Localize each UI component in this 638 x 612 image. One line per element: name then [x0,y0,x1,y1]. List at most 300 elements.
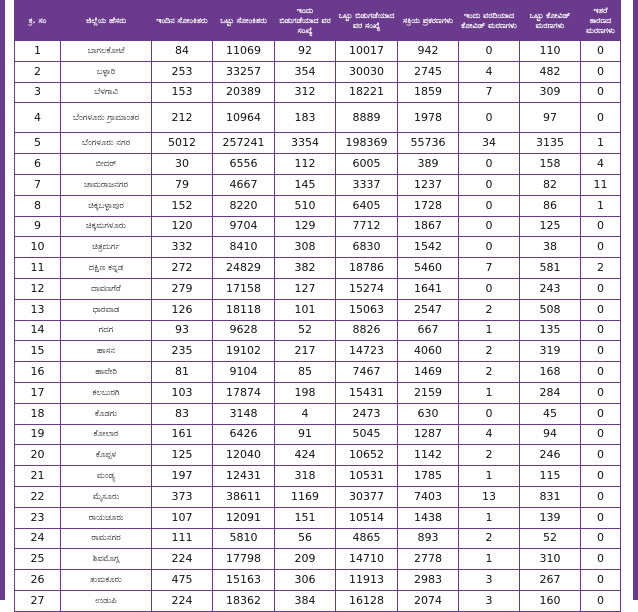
cell-district: ಗದಗ [61,320,152,341]
cell-other-deaths: 0 [581,41,621,62]
cell-total-cases: 18362 [213,590,275,611]
cell-sl: 1 [15,41,61,62]
cell-deaths-total: 309 [520,82,581,103]
cell-other-deaths: 0 [581,103,621,133]
cell-deaths-today: 34 [459,133,520,154]
cell-today-cases: 197 [152,466,213,487]
cell-other-deaths: 0 [581,507,621,528]
cell-district: ಬಳ್ಳಾರಿ [61,61,152,82]
cell-active: 55736 [398,133,459,154]
cell-total-cases: 257241 [213,133,275,154]
cell-active: 2983 [398,570,459,591]
cell-today-cases: 224 [152,549,213,570]
cell-discharged-today: 151 [275,507,336,528]
cell-sl: 18 [15,403,61,424]
cell-sl: 22 [15,486,61,507]
cell-deaths-today: 2 [459,528,520,549]
cell-deaths-today: 1 [459,466,520,487]
cell-total-cases: 33257 [213,61,275,82]
cell-sl: 11 [15,258,61,279]
cell-discharged-total: 4865 [336,528,398,549]
cell-discharged-total: 6830 [336,237,398,258]
cell-today-cases: 161 [152,424,213,445]
cell-deaths-total: 125 [520,216,581,237]
cell-total-cases: 9704 [213,216,275,237]
cell-today-cases: 79 [152,174,213,195]
cell-district: ಚಾಮರಾಜನಗರ [61,174,152,195]
cell-deaths-today: 2 [459,445,520,466]
cell-district: ಬೆಂಗಳೂರು ನಗರ [61,133,152,154]
cell-deaths-today: 3 [459,570,520,591]
table-row [15,466,621,487]
cell-total-cases: 9628 [213,320,275,341]
cell-today-cases: 279 [152,278,213,299]
cell-discharged-today: 145 [275,174,336,195]
cell-discharged-today: 308 [275,237,336,258]
cell-other-deaths: 0 [581,466,621,487]
cell-sl: 3 [15,82,61,103]
cell-other-deaths: 0 [581,590,621,611]
cell-district: ಕೋಲಾರ [61,424,152,445]
cell-discharged-total: 8889 [336,103,398,133]
cell-discharged-today: 1169 [275,486,336,507]
cell-other-deaths: 11 [581,174,621,195]
cell-deaths-today: 1 [459,549,520,570]
cell-discharged-today: 183 [275,103,336,133]
table-row [15,507,621,528]
table-header [15,1,621,41]
cell-district: ಕಲಬುರಗಿ [61,382,152,403]
cell-total-cases: 17798 [213,549,275,570]
table-row [15,320,621,341]
cell-discharged-total: 16128 [336,590,398,611]
cell-deaths-total: 110 [520,41,581,62]
cell-discharged-today: 510 [275,195,336,216]
cell-deaths-today: 3 [459,590,520,611]
cell-other-deaths: 0 [581,61,621,82]
cell-sl: 19 [15,424,61,445]
cell-active: 1978 [398,103,459,133]
cell-today-cases: 107 [152,507,213,528]
cell-today-cases: 83 [152,403,213,424]
table-row [15,590,621,611]
cell-active: 1287 [398,424,459,445]
table-row [15,424,621,445]
cell-discharged-today: 354 [275,61,336,82]
table-row [15,195,621,216]
cell-deaths-today: 1 [459,320,520,341]
cell-discharged-today: 424 [275,445,336,466]
cell-district: ಬೆಳಗಾವಿ [61,82,152,103]
cell-sl: 13 [15,299,61,320]
cell-sl: 15 [15,341,61,362]
cell-total-cases: 4667 [213,174,275,195]
cell-deaths-total: 284 [520,382,581,403]
table-row [15,133,621,154]
cell-district: ಚಿಕ್ಕಮಗಳೂರು [61,216,152,237]
cell-discharged-total: 18221 [336,82,398,103]
cell-district: ಶಿವಮೊಗ್ಗ [61,549,152,570]
cell-discharged-total: 15431 [336,382,398,403]
cell-district: ರಾಯಚೂರು [61,507,152,528]
cell-active: 1641 [398,278,459,299]
cell-district: ಕೊಡಗು [61,403,152,424]
cell-total-cases: 10964 [213,103,275,133]
cell-district: ದಾವಣಗೆರೆ [61,278,152,299]
cell-deaths-today: 7 [459,82,520,103]
cell-active: 2745 [398,61,459,82]
cell-today-cases: 373 [152,486,213,507]
cell-deaths-today: 2 [459,341,520,362]
cell-total-cases: 5810 [213,528,275,549]
cell-other-deaths: 1 [581,195,621,216]
cell-discharged-total: 15063 [336,299,398,320]
table-row [15,278,621,299]
cell-district: ಮೈಸೂರು [61,486,152,507]
table-row [15,174,621,195]
cell-active: 1542 [398,237,459,258]
cell-deaths-total: 160 [520,590,581,611]
cell-today-cases: 84 [152,41,213,62]
header-deaths-today: ಇಂದು ವರದಿಯಾದ ಕೋವಿಡ್ ಮರಣಗಳು [459,1,520,41]
cell-today-cases: 126 [152,299,213,320]
cell-deaths-today: 0 [459,195,520,216]
cell-today-cases: 332 [152,237,213,258]
table-row [15,528,621,549]
cell-discharged-total: 10017 [336,41,398,62]
cell-active: 1438 [398,507,459,528]
cell-today-cases: 224 [152,590,213,611]
cell-active: 7403 [398,486,459,507]
header-deaths-total: ಒಟ್ಟು ಕೋವಿಡ್ ಮರಣಗಳು [520,1,581,41]
cell-sl: 25 [15,549,61,570]
cell-sl: 2 [15,61,61,82]
cell-total-cases: 19102 [213,341,275,362]
cell-discharged-total: 3337 [336,174,398,195]
cell-sl: 12 [15,278,61,299]
header-row [15,1,621,41]
cell-discharged-total: 11913 [336,570,398,591]
cell-sl: 23 [15,507,61,528]
cell-today-cases: 253 [152,61,213,82]
cell-discharged-total: 198369 [336,133,398,154]
cell-district: ಮಂಡ್ಯ [61,466,152,487]
cell-other-deaths: 0 [581,237,621,258]
cell-sl: 27 [15,590,61,611]
cell-active: 2159 [398,382,459,403]
cell-deaths-total: 139 [520,507,581,528]
cell-discharged-today: 92 [275,41,336,62]
cell-sl: 4 [15,103,61,133]
cell-active: 4060 [398,341,459,362]
table-row [15,216,621,237]
header-discharged-total: ಒಟ್ಟು ಬಿಡುಗಡೆಯಾದ ವರ ಸಂಖ್ಯೆ [336,1,398,41]
table-row [15,154,621,175]
cell-deaths-today: 4 [459,61,520,82]
cell-district: ಬೆಂಗಳೂರು ಗ್ರಾಮಾಂತರ [61,103,152,133]
table-row [15,570,621,591]
cell-deaths-total: 508 [520,299,581,320]
cell-discharged-total: 6405 [336,195,398,216]
cell-today-cases: 153 [152,82,213,103]
table-row [15,382,621,403]
cell-deaths-total: 135 [520,320,581,341]
cell-deaths-today: 0 [459,237,520,258]
cell-discharged-today: 112 [275,154,336,175]
cell-active: 5460 [398,258,459,279]
cell-district: ಬೀದರ್ [61,154,152,175]
cell-active: 1728 [398,195,459,216]
cell-today-cases: 93 [152,320,213,341]
cell-discharged-total: 8826 [336,320,398,341]
cell-other-deaths: 0 [581,320,621,341]
table-row [15,486,621,507]
cell-total-cases: 9104 [213,362,275,383]
cell-discharged-today: 91 [275,424,336,445]
cell-today-cases: 30 [152,154,213,175]
cell-active: 1867 [398,216,459,237]
district-covid-table [14,0,621,612]
cell-discharged-total: 18786 [336,258,398,279]
right-border-bar [633,0,638,600]
cell-district: ಉಡುಪಿ [61,590,152,611]
cell-deaths-total: 310 [520,549,581,570]
cell-active: 667 [398,320,459,341]
cell-total-cases: 18118 [213,299,275,320]
cell-discharged-today: 318 [275,466,336,487]
cell-deaths-total: 115 [520,466,581,487]
table-row [15,403,621,424]
cell-active: 2547 [398,299,459,320]
cell-total-cases: 6426 [213,424,275,445]
cell-discharged-total: 15274 [336,278,398,299]
cell-sl: 8 [15,195,61,216]
cell-active: 893 [398,528,459,549]
cell-other-deaths: 0 [581,278,621,299]
cell-deaths-today: 13 [459,486,520,507]
cell-other-deaths: 1 [581,133,621,154]
cell-sl: 16 [15,362,61,383]
cell-deaths-total: 267 [520,570,581,591]
table-row [15,362,621,383]
cell-discharged-today: 382 [275,258,336,279]
cell-sl: 26 [15,570,61,591]
table-row [15,61,621,82]
cell-discharged-today: 129 [275,216,336,237]
cell-active: 942 [398,41,459,62]
cell-deaths-today: 7 [459,258,520,279]
cell-today-cases: 152 [152,195,213,216]
table-body [15,41,621,612]
cell-deaths-today: 4 [459,424,520,445]
cell-total-cases: 15163 [213,570,275,591]
table-row [15,445,621,466]
cell-sl: 5 [15,133,61,154]
cell-district: ದಕ್ಷಿಣ ಕನ್ನಡ [61,258,152,279]
cell-other-deaths: 0 [581,445,621,466]
cell-other-deaths: 0 [581,486,621,507]
table-row [15,258,621,279]
cell-total-cases: 12040 [213,445,275,466]
cell-today-cases: 81 [152,362,213,383]
cell-other-deaths: 0 [581,216,621,237]
cell-deaths-total: 45 [520,403,581,424]
cell-active: 1142 [398,445,459,466]
cell-sl: 6 [15,154,61,175]
cell-deaths-today: 0 [459,174,520,195]
cell-discharged-total: 10652 [336,445,398,466]
cell-discharged-today: 384 [275,590,336,611]
cell-active: 1859 [398,82,459,103]
cell-today-cases: 235 [152,341,213,362]
header-discharged-today: ಇಂದು ಬಿಡುಗಡೆಯಾದ ವರ ಸಂಖ್ಯೆ [275,1,336,41]
cell-total-cases: 24829 [213,258,275,279]
cell-other-deaths: 2 [581,258,621,279]
cell-other-deaths: 0 [581,82,621,103]
header-active: ಸಕ್ರಿಯ ಪ್ರಕರಣಗಳು [398,1,459,41]
cell-discharged-today: 52 [275,320,336,341]
cell-active: 1469 [398,362,459,383]
cell-total-cases: 11069 [213,41,275,62]
cell-discharged-today: 4 [275,403,336,424]
cell-total-cases: 8410 [213,237,275,258]
cell-deaths-today: 0 [459,216,520,237]
cell-other-deaths: 0 [581,403,621,424]
cell-discharged-total: 30030 [336,61,398,82]
cell-deaths-total: 52 [520,528,581,549]
table-row [15,341,621,362]
cell-today-cases: 212 [152,103,213,133]
cell-deaths-today: 0 [459,278,520,299]
cell-sl: 9 [15,216,61,237]
cell-deaths-today: 0 [459,103,520,133]
cell-today-cases: 475 [152,570,213,591]
cell-deaths-total: 94 [520,424,581,445]
cell-discharged-total: 2473 [336,403,398,424]
cell-total-cases: 3148 [213,403,275,424]
cell-deaths-total: 38 [520,237,581,258]
cell-other-deaths: 0 [581,341,621,362]
cell-district: ಹಾವೇರಿ [61,362,152,383]
cell-total-cases: 17158 [213,278,275,299]
header-district: ಜಿಲ್ಲೆಯ ಹೆಸರು [61,1,152,41]
cell-discharged-total: 7712 [336,216,398,237]
header-sl: ಕ್ರ. ಸಂ [15,1,61,41]
cell-discharged-today: 3354 [275,133,336,154]
cell-today-cases: 120 [152,216,213,237]
cell-deaths-total: 246 [520,445,581,466]
cell-total-cases: 12091 [213,507,275,528]
cell-total-cases: 17874 [213,382,275,403]
cell-total-cases: 12431 [213,466,275,487]
cell-discharged-today: 85 [275,362,336,383]
cell-active: 1785 [398,466,459,487]
cell-district: ಚಿತ್ರದುರ್ಗ [61,237,152,258]
cell-district: ತುಮಕೂರು [61,570,152,591]
cell-sl: 17 [15,382,61,403]
cell-other-deaths: 0 [581,382,621,403]
cell-active: 630 [398,403,459,424]
table-row [15,103,621,133]
cell-active: 2778 [398,549,459,570]
cell-deaths-total: 243 [520,278,581,299]
cell-discharged-today: 101 [275,299,336,320]
cell-discharged-total: 10531 [336,466,398,487]
cell-active: 389 [398,154,459,175]
cell-sl: 7 [15,174,61,195]
cell-district: ಬಾಗಲಕೋಟೆ [61,41,152,62]
cell-discharged-today: 312 [275,82,336,103]
cell-deaths-total: 3135 [520,133,581,154]
cell-deaths-total: 168 [520,362,581,383]
cell-deaths-today: 2 [459,299,520,320]
cell-deaths-total: 831 [520,486,581,507]
cell-total-cases: 38611 [213,486,275,507]
cell-discharged-today: 56 [275,528,336,549]
cell-active: 1237 [398,174,459,195]
cell-deaths-today: 0 [459,403,520,424]
cell-active: 2074 [398,590,459,611]
cell-discharged-total: 6005 [336,154,398,175]
cell-discharged-total: 14723 [336,341,398,362]
cell-other-deaths: 0 [581,424,621,445]
cell-district: ಕೊಪ್ಪಳ [61,445,152,466]
cell-deaths-today: 2 [459,362,520,383]
cell-deaths-total: 86 [520,195,581,216]
left-border-bar [0,0,5,600]
cell-district: ರಾಮನಗರ [61,528,152,549]
cell-sl: 20 [15,445,61,466]
cell-sl: 24 [15,528,61,549]
cell-district: ಚಿಕ್ಕಬಳ್ಳಾಪುರ [61,195,152,216]
cell-sl: 14 [15,320,61,341]
cell-discharged-today: 198 [275,382,336,403]
cell-discharged-today: 127 [275,278,336,299]
cell-other-deaths: 0 [581,362,621,383]
table-row [15,41,621,62]
cell-discharged-today: 217 [275,341,336,362]
cell-other-deaths: 0 [581,549,621,570]
cell-discharged-total: 7467 [336,362,398,383]
cell-district: ಧಾರವಾಡ [61,299,152,320]
header-total-cases: ಒಟ್ಟು ಸೋಂಕಿತರು [213,1,275,41]
cell-other-deaths: 4 [581,154,621,175]
cell-deaths-today: 0 [459,41,520,62]
header-today-cases: ಇಂದಿನ ಸೋಂಕಿತರು [152,1,213,41]
header-other-deaths: ಇತರೆ ಕಾರಣದ ಮರಣಗಳು [581,1,621,41]
cell-sl: 21 [15,466,61,487]
cell-deaths-total: 581 [520,258,581,279]
cell-today-cases: 272 [152,258,213,279]
cell-other-deaths: 0 [581,528,621,549]
table-row [15,237,621,258]
cell-discharged-total: 14710 [336,549,398,570]
cell-deaths-total: 158 [520,154,581,175]
cell-discharged-total: 10514 [336,507,398,528]
cell-total-cases: 8220 [213,195,275,216]
cell-discharged-total: 5045 [336,424,398,445]
cell-discharged-today: 306 [275,570,336,591]
cell-today-cases: 125 [152,445,213,466]
cell-total-cases: 6556 [213,154,275,175]
cell-today-cases: 103 [152,382,213,403]
cell-deaths-total: 97 [520,103,581,133]
cell-today-cases: 111 [152,528,213,549]
cell-sl: 10 [15,237,61,258]
table-row [15,299,621,320]
cell-discharged-today: 209 [275,549,336,570]
cell-deaths-total: 319 [520,341,581,362]
